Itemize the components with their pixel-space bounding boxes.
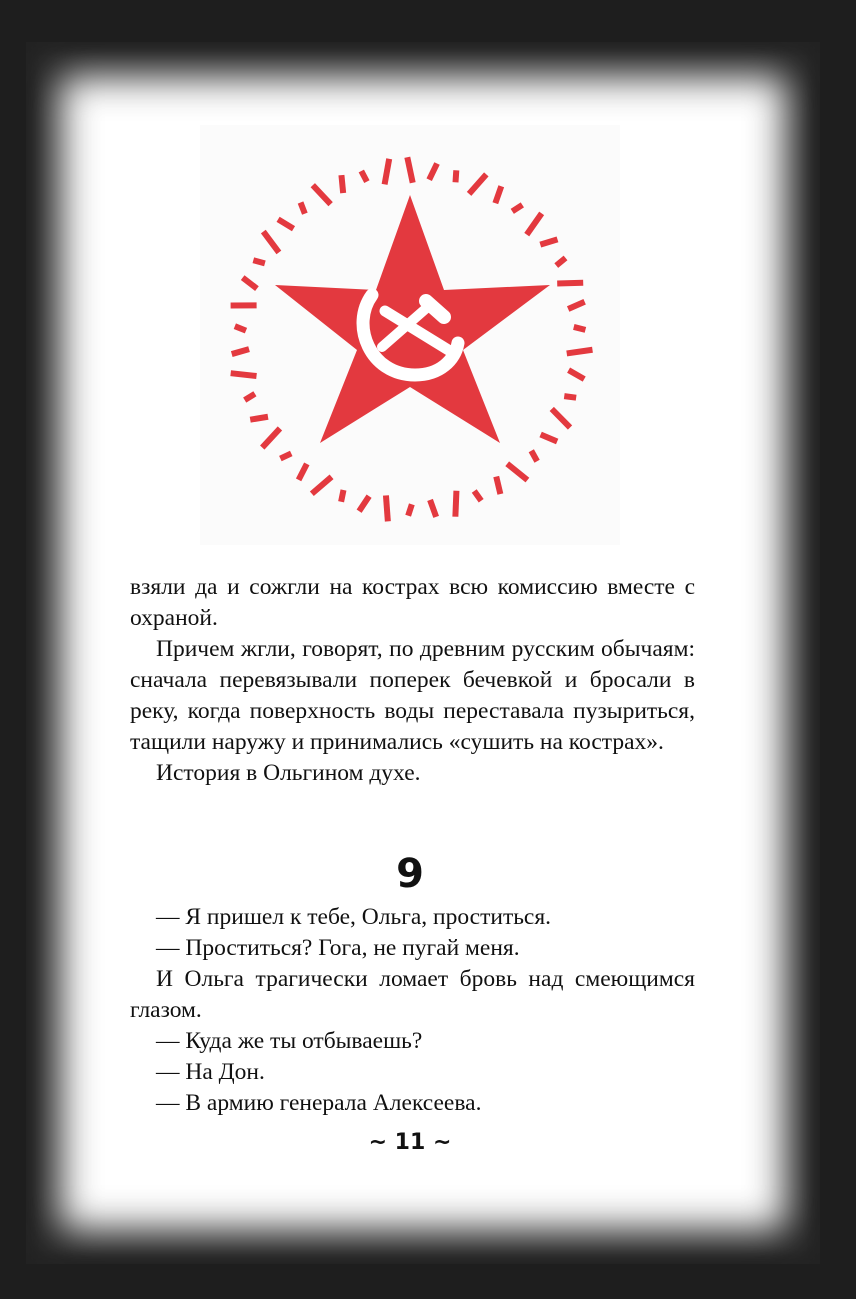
dialogue-line: — В армию генерала Алексеева.: [156, 1090, 482, 1116]
stamp-glyph-mark: [261, 230, 281, 254]
stamp-glyph-mark: [505, 461, 529, 482]
stamp-glyph-mark: [564, 393, 577, 401]
stamp-glyph-mark: [383, 495, 391, 521]
stamp-glyph-mark: [427, 499, 439, 518]
stamp-glyph-mark: [298, 201, 308, 214]
stamp-glyph-mark: [296, 463, 310, 482]
paragraph: История в Ольгином духе.: [156, 760, 421, 786]
stamp-glyph-mark: [243, 391, 256, 402]
stamp-glyph-mark: [338, 175, 346, 193]
stamp-glyph-mark: [359, 170, 370, 183]
dialogue-line: — Проститься? Гога, не пугай меня.: [156, 935, 520, 961]
stamp-glyph-mark: [279, 451, 292, 462]
stamp-glyph-mark: [472, 489, 484, 502]
stamp-glyph-mark: [311, 183, 333, 206]
dialogue-line: — Куда же ты отбываешь?: [156, 1028, 423, 1054]
page-number: ~ 11 ~: [368, 1130, 452, 1155]
stamp-glyph-mark: [557, 280, 583, 287]
stamp-glyph-mark: [453, 170, 460, 182]
stamp-glyph-mark: [452, 491, 459, 517]
dialogue-line: — На Дон.: [156, 1059, 265, 1085]
red-star-hammer-sickle-stamp-icon: [200, 125, 620, 545]
stamp-glyph-mark: [241, 275, 259, 291]
stamp-glyph-mark: [554, 256, 567, 268]
stamp-glyph-mark: [404, 157, 415, 184]
stamp-glyph-mark: [231, 302, 257, 308]
stamp-glyph-mark: [493, 476, 503, 495]
chapter-number: 9: [396, 851, 424, 897]
paragraph: Причем жгли, говорят, по древним русским обычаям: сначала перевязывали поперек бечевкой и бросали в реку, когда поверхность воды переставала пузыриться, тащили наружу и принимались «сушить на кострах».: [130, 636, 695, 755]
stamp-glyph-mark: [467, 172, 489, 195]
stamp-glyph-mark: [253, 257, 266, 266]
stamp-glyph-mark: [234, 323, 247, 333]
stamp-emblem: [200, 125, 620, 545]
stamp-glyph-mark: [230, 370, 257, 379]
stamp-glyph-mark: [511, 202, 524, 214]
stamp-glyph-mark: [357, 495, 372, 513]
stamp-glyph-mark: [231, 346, 250, 357]
stamp-glyph-mark: [492, 185, 504, 204]
stamp-glyph-mark: [426, 162, 439, 181]
dialogue-line: — Я пришел к тебе, Ольга, проститься.: [156, 904, 552, 930]
stamp-glyph-mark: [382, 158, 393, 185]
stamp-glyph-mark: [524, 212, 544, 237]
stamp-glyph-mark: [250, 414, 269, 423]
stamp-glyph-mark: [277, 217, 296, 231]
body-text-bottom: [130, 902, 695, 1119]
stamp-glyph-mark: [566, 347, 593, 357]
stamp-glyph-mark: [539, 236, 558, 247]
stamp-glyph-mark: [310, 475, 334, 497]
paragraph: взяли да и сожгли на кострах всю комиссию вместе с охраной.: [130, 574, 695, 631]
stamp-glyph-mark: [260, 426, 282, 449]
paragraph: И Ольга трагически ломает бровь над смеющимся глазом.: [130, 966, 695, 1023]
stamp-glyph-mark: [338, 489, 346, 502]
stamp-glyph-mark: [567, 299, 586, 312]
stamp-glyph-mark: [539, 432, 558, 445]
body-text-top: [130, 572, 695, 789]
stamp-glyph-mark: [550, 407, 573, 430]
stamp-glyph-mark: [529, 449, 540, 462]
stamp-glyph-mark: [567, 368, 586, 382]
stamp-glyph-mark: [405, 503, 414, 516]
stamp-glyph-mark: [573, 324, 586, 333]
